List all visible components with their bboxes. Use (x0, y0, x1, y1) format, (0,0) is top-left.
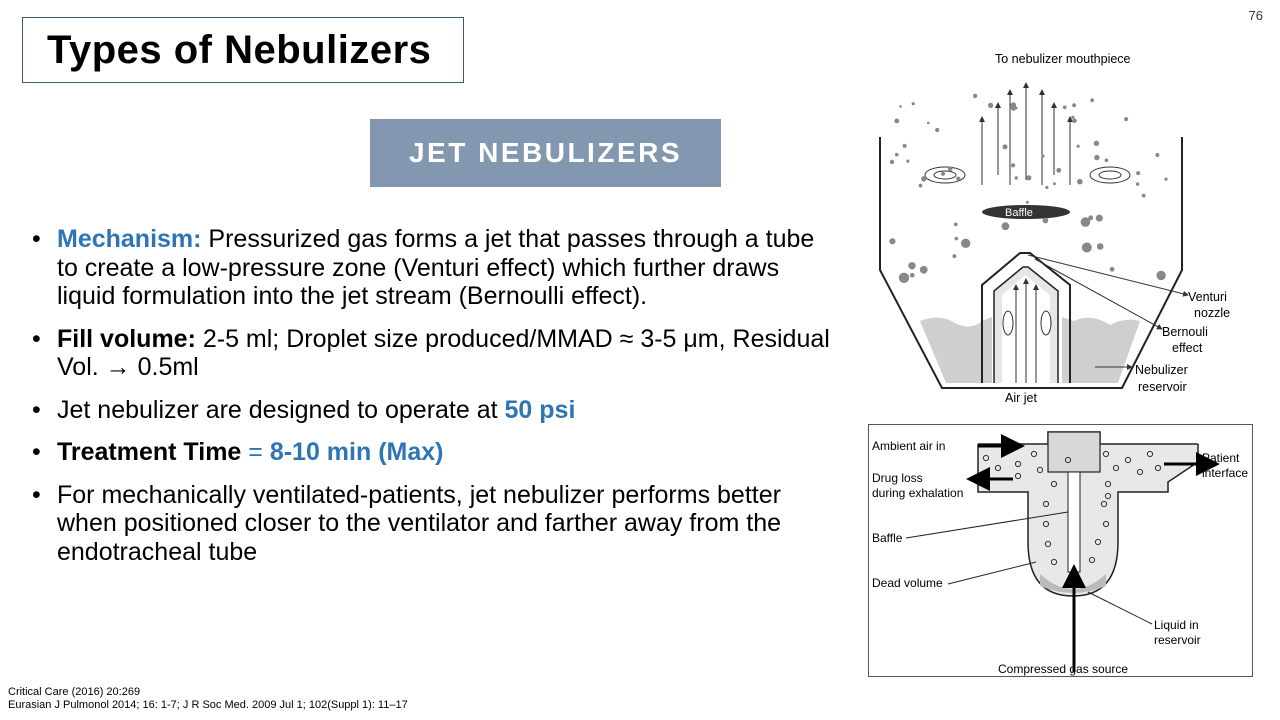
air-jet-label: Air jet (1005, 391, 1037, 405)
aerosol-droplet (912, 102, 915, 105)
pressure-value: 50 psi (504, 395, 576, 424)
aerosol-droplet (955, 237, 959, 241)
aerosol-droplet (920, 266, 928, 274)
aerosol-droplet (1011, 102, 1017, 108)
aerosol-droplet (899, 273, 909, 283)
aerosol-droplet (1097, 243, 1104, 250)
aerosol-droplet (1077, 145, 1080, 148)
page-title: Types of Nebulizers (47, 28, 432, 72)
aerosol-droplet (1056, 168, 1061, 173)
aerosol-droplet (935, 128, 939, 132)
aerosol-droplet (1042, 155, 1045, 158)
aerosol-droplet (1077, 179, 1083, 185)
bullet-treatment-time (30, 438, 830, 467)
reservoir-label-2: reservoir (1138, 380, 1187, 394)
section-subtitle: JET NEBULIZERS (370, 119, 721, 187)
equals-sign: = (241, 438, 270, 466)
liquid-reservoir-label-2: reservoir (1154, 633, 1201, 647)
title-box (22, 17, 464, 83)
aerosol-droplet (1155, 153, 1159, 157)
fill-volume-text: 2-5 ml; Droplet size produced/MMAD ≈ 3-5 μm, Residual Vol. (57, 324, 830, 381)
aerosol-droplet (899, 105, 902, 108)
references (8, 686, 408, 712)
aerosol-droplet (1088, 215, 1093, 220)
mouthpiece-label: To nebulizer mouthpiece (995, 52, 1131, 66)
aerosol-droplet (1136, 182, 1139, 185)
jet-nebulizer-diagram (870, 45, 1260, 415)
mechanism-text: Pressurized gas forms a jet that passes through a tube to create a low-pressure zone (Venturi effect) which further draws liquid formulation into the jet stream (Bernoulli effect). (57, 225, 815, 310)
venturi-label-2: nozzle (1194, 306, 1231, 320)
ventilated-text: For mechanically ventilated-patients, jet nebulizer performs better when positioned closer to the ventilator and farther away from the endotracheal tube (57, 480, 782, 566)
aerosol-droplet (1063, 105, 1067, 109)
aerosol-droplet (1045, 186, 1048, 189)
ambient-air-label: Ambient air in (872, 439, 946, 453)
drug-loss-label-2: during exhalation (872, 486, 964, 500)
aerosol-droplet (1071, 116, 1074, 119)
aerosol-droplet (903, 144, 907, 148)
mechanism-label: Mechanism: (57, 225, 202, 253)
bernoulli-label-1: Bernouli (1162, 325, 1208, 339)
aerosol-droplet (1072, 119, 1077, 124)
venturi-label-1: Venturi (1188, 290, 1227, 304)
bullet-ventilated-patients (30, 481, 830, 567)
aerosol-droplet (1003, 144, 1008, 149)
bullet-list (30, 225, 830, 580)
aerosol-droplet (1096, 215, 1103, 222)
pressure-text: Jet nebulizer are designed to operate at (57, 395, 505, 424)
aerosol-droplet (1094, 141, 1099, 146)
aerosol-droplet (921, 176, 926, 181)
patient-interface-label-2: interface (1202, 466, 1249, 480)
aerosol-droplet (1053, 182, 1056, 185)
aerosol-droplet (956, 177, 960, 181)
aerosol-droplet (941, 172, 945, 176)
aerosol-droplet (1002, 222, 1010, 230)
page-number: 76 (1248, 8, 1263, 23)
bernoulli-label-2: effect (1172, 341, 1203, 355)
aerosol-droplet (895, 153, 899, 157)
aerosol-droplet (1164, 178, 1167, 181)
fill-volume-label: Fill volume: (57, 324, 196, 353)
arrow-icon: → (105, 353, 131, 381)
aerosol-droplet (973, 94, 977, 98)
aerosol-droplet (906, 160, 909, 163)
aerosol-droplet (1136, 171, 1140, 175)
aerosol-droplet (1082, 243, 1092, 253)
reference-line-1: Critical Care (2016) 20:269 (8, 686, 141, 698)
aerosol-droplet (948, 166, 953, 171)
patient-interface-label-1: Patient (1202, 451, 1240, 465)
aerosol-droplet (961, 239, 970, 248)
drug-loss-label-1: Drug loss (872, 471, 923, 485)
aerosol-droplet (952, 254, 956, 258)
treatment-time-value: 8-10 min (Max) (269, 438, 444, 466)
aerosol-droplet (1026, 201, 1029, 204)
residual-volume-value: 0.5ml (130, 353, 199, 381)
baffle-pointer-label: Baffle (872, 531, 903, 545)
bullet-mechanism (30, 225, 830, 311)
aerosol-droplet (1011, 163, 1015, 167)
reservoir-label-1: Nebulizer (1135, 363, 1188, 377)
liquid-reservoir-label-1: Liquid in (1154, 618, 1199, 632)
aerosol-droplet (890, 160, 894, 164)
treatment-time-label: Treatment Time (57, 438, 242, 466)
aerosol-droplet (1043, 218, 1049, 224)
aerosol-droplet (954, 223, 958, 227)
aerosol-droplet (988, 103, 993, 108)
aerosol-droplet (1094, 155, 1099, 160)
aerosol-droplet (908, 262, 915, 269)
aerosol-droplet (1156, 271, 1165, 280)
aerosol-droplet (1124, 117, 1128, 121)
dead-volume-label: Dead volume (872, 576, 943, 590)
aerosol-droplet (1026, 175, 1031, 180)
aerosol-droplet (927, 122, 930, 125)
aerosol-droplet (894, 119, 899, 124)
bullet-operating-pressure (30, 396, 830, 425)
reference-line-2: Eurasian J Pulmonol 2014; 16: 1-7; J R Soc Med. 2009 Jul 1; 102(Suppl 1): 11–17 (8, 699, 408, 711)
aerosol-droplet (1110, 267, 1115, 272)
baffle-label: Baffle (1005, 207, 1033, 219)
aerosol-droplet (1072, 103, 1076, 107)
aerosol-droplet (919, 184, 923, 188)
aerosol-droplet (1090, 98, 1094, 102)
aerosol-droplet (1015, 176, 1018, 179)
aerosol-droplet (889, 238, 895, 244)
aerosol-droplet (910, 273, 915, 278)
gas-source-label: Compressed gas source (998, 662, 1129, 676)
ventilator-nebulizer-diagram (868, 424, 1254, 678)
aerosol-droplet (1142, 194, 1146, 198)
aerosol-droplet (1105, 159, 1109, 163)
bullet-fill-volume (30, 325, 830, 382)
